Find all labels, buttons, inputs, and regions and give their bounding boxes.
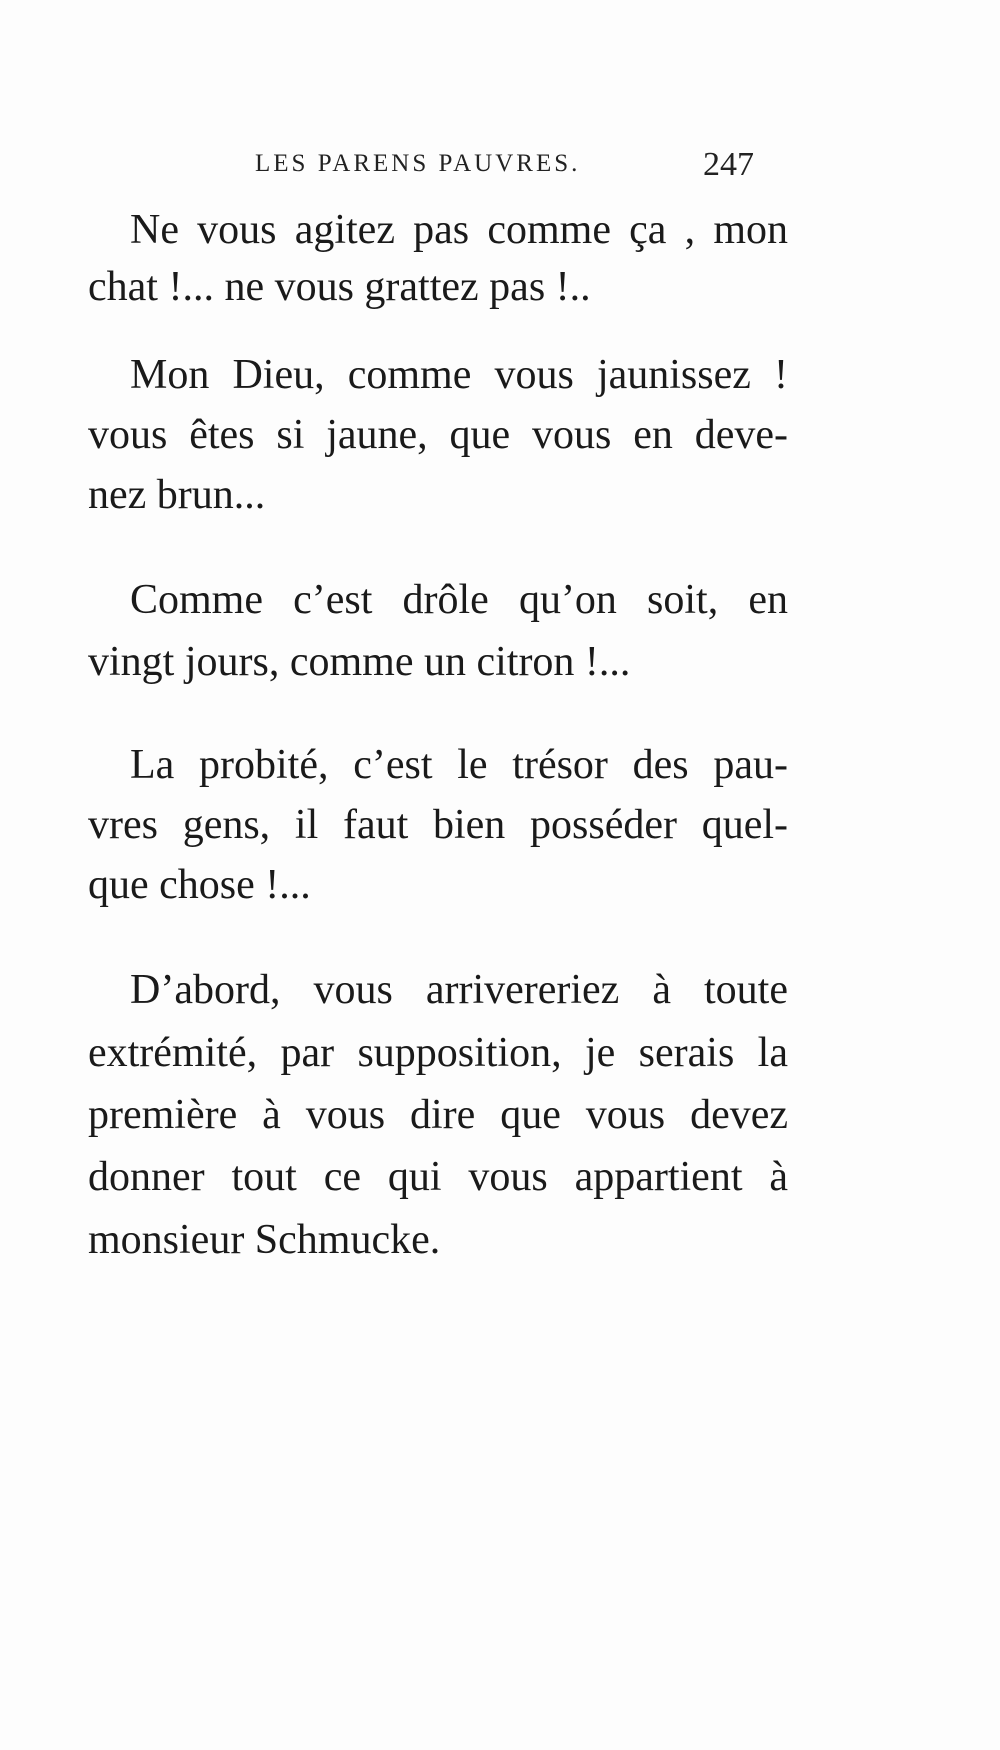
paragraph-4-line-1: La probité, c’est le trésor des pau- bbox=[130, 742, 788, 788]
paragraph-1-line-1: Ne vous agitez pas comme ça , mon bbox=[130, 207, 788, 253]
running-title: LES PARENS PAUVRES. bbox=[255, 150, 581, 177]
paragraph-4-line-2: vres gens, il faut bien posséder quel- bbox=[88, 802, 788, 848]
paragraph-5-line-1: D’abord, vous arrivereriez à toute bbox=[130, 967, 788, 1013]
paragraph-2-line-1: Mon Dieu, comme vous jaunissez ! bbox=[130, 352, 788, 398]
paragraph-2-line-3: nez brun... bbox=[88, 472, 266, 518]
paragraph-5-line-2: extrémité, par supposition, je serais la bbox=[88, 1030, 788, 1076]
paragraph-4-line-3: que chose !... bbox=[88, 862, 311, 908]
paragraph-1-line-2: chat !... ne vous grattez pas !.. bbox=[88, 264, 591, 310]
page-number: 247 bbox=[703, 146, 754, 183]
paragraph-5-line-5: monsieur Schmucke. bbox=[88, 1217, 441, 1263]
paragraph-3-line-1: Comme c’est drôle qu’on soit, en bbox=[130, 577, 788, 623]
paragraph-5-line-3: première à vous dire que vous devez bbox=[88, 1092, 788, 1138]
paragraph-3-line-2: vingt jours, comme un citron !... bbox=[88, 639, 631, 685]
paragraph-2-line-2: vous êtes si jaune, que vous en deve- bbox=[88, 412, 788, 458]
paragraph-5-line-4: donner tout ce qui vous appartient à bbox=[88, 1154, 788, 1200]
